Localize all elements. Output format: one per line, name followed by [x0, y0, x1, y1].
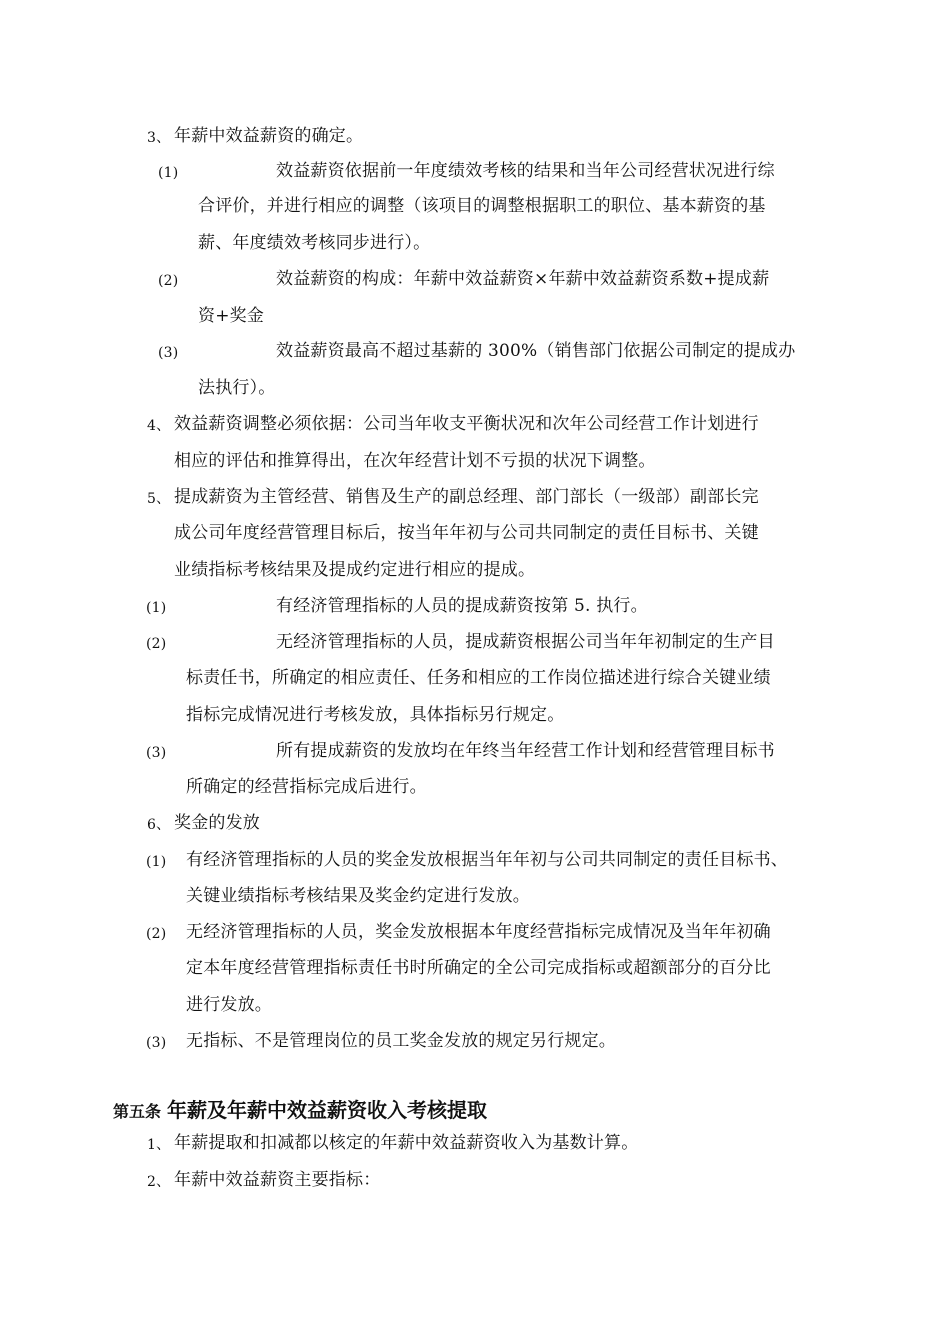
- article-title: 年薪及年薪中效益薪资收入考核提取: [167, 1098, 488, 1122]
- article-label: 第五条: [113, 1102, 162, 1121]
- sec6-item1-line2: 关键业绩指标考核结果及奖金约定进行发放。: [186, 886, 530, 906]
- article5-p1-text: 年薪提取和扣减都以核定的年薪中效益薪资收入为基数计算。: [174, 1133, 639, 1153]
- sec3-item1-line2: 合评价，并进行相应的调整（该项目的调整根据职工的职位、基本薪资的基: [198, 196, 766, 216]
- sec3-item1-line3: 薪、年度绩效考核同步进行）。: [198, 233, 431, 253]
- sec5-item2-line1: 无经济管理指标的人员，提成薪资根据公司当年年初制定的生产目: [276, 632, 775, 652]
- sec4-num: 4、: [147, 418, 171, 434]
- sec6-item1-line1: 有经济管理指标的人员的奖金发放根据当年年初与公司共同制定的责任目标书、: [186, 850, 788, 870]
- sec3-item2-line1: 效益薪资的构成：年薪中效益薪资×年薪中效益薪资系数+提成薪: [276, 269, 770, 289]
- sec3-item3-line2: 法执行）。: [198, 378, 276, 398]
- sec5-line3: 业绩指标考核结果及提成约定进行相应的提成。: [174, 560, 536, 580]
- sec3-num: 3、: [147, 130, 171, 146]
- article-heading: [113, 1094, 487, 1123]
- sec6-num: 6、: [147, 817, 171, 833]
- article5-p2-text: 年薪中效益薪资主要指标：: [174, 1170, 381, 1190]
- sec5-item2-num: (2): [146, 636, 167, 652]
- sec3-item2-line2: 资+奖金: [198, 306, 265, 326]
- sec3-item3-num: (3): [158, 345, 179, 361]
- sec3-item3-line1: 效益薪资最高不超过基薪的 300%（销售部门依据公司制定的提成办: [276, 341, 796, 361]
- article5-p1-num: 1、: [147, 1137, 171, 1153]
- sec6-item2-line3: 进行发放。: [186, 995, 272, 1015]
- sec5-item1-num: (1): [146, 600, 167, 616]
- article5-p2-num: 2、: [147, 1174, 171, 1190]
- sec3-item1-line1: 效益薪资依据前一年度绩效考核的结果和当年公司经营状况进行综: [276, 161, 775, 181]
- sec5-item1-line1: 有经济管理指标的人员的提成薪资按第 5. 执行。: [276, 596, 648, 616]
- sec5-item2-line2: 标责任书，所确定的相应责任、任务和相应的工作岗位描述进行综合关键业绩: [186, 668, 771, 688]
- sec6-item2-num: (2): [146, 926, 167, 942]
- sec4-line1: 效益薪资调整必须依据：公司当年收支平衡状况和次年公司经营工作计划进行: [174, 414, 759, 434]
- sec6-title: 奖金的发放: [174, 813, 260, 833]
- sec5-line2: 成公司年度经营管理目标后，按当年年初与公司共同制定的责任目标书、关键: [174, 523, 759, 543]
- sec5-item3-line1: 所有提成薪资的发放均在年终当年经营工作计划和经营管理目标书: [276, 741, 775, 761]
- sec3-item1-num: (1): [158, 165, 179, 181]
- sec3-item2-num: (2): [158, 273, 179, 289]
- sec4-line2: 相应的评估和推算得出，在次年经营计划不亏损的状况下调整。: [174, 451, 656, 471]
- sec6-item1-num: (1): [146, 854, 167, 870]
- sec5-num: 5、: [147, 491, 171, 507]
- sec6-item3-num: (3): [146, 1035, 167, 1051]
- sec5-item3-line2: 所确定的经营指标完成后进行。: [186, 777, 427, 797]
- sec6-item2-line2: 定本年度经营管理指标责任书时所确定的全公司完成指标或超额部分的百分比: [186, 958, 771, 978]
- sec6-item2-line1: 无经济管理指标的人员，奖金发放根据本年度经营指标完成情况及当年年初确: [186, 922, 771, 942]
- sec5-item2-line3: 指标完成情况进行考核发放，具体指标另行规定。: [186, 705, 565, 725]
- sec6-item3-line1: 无指标、不是管理岗位的员工奖金发放的规定另行规定。: [186, 1031, 616, 1051]
- sec5-line1: 提成薪资为主管经营、销售及生产的副总经理、部门部长（一级部）副部长完: [174, 487, 759, 507]
- sec3-title: 年薪中效益薪资的确定。: [174, 126, 364, 146]
- sec5-item3-num: (3): [146, 745, 167, 761]
